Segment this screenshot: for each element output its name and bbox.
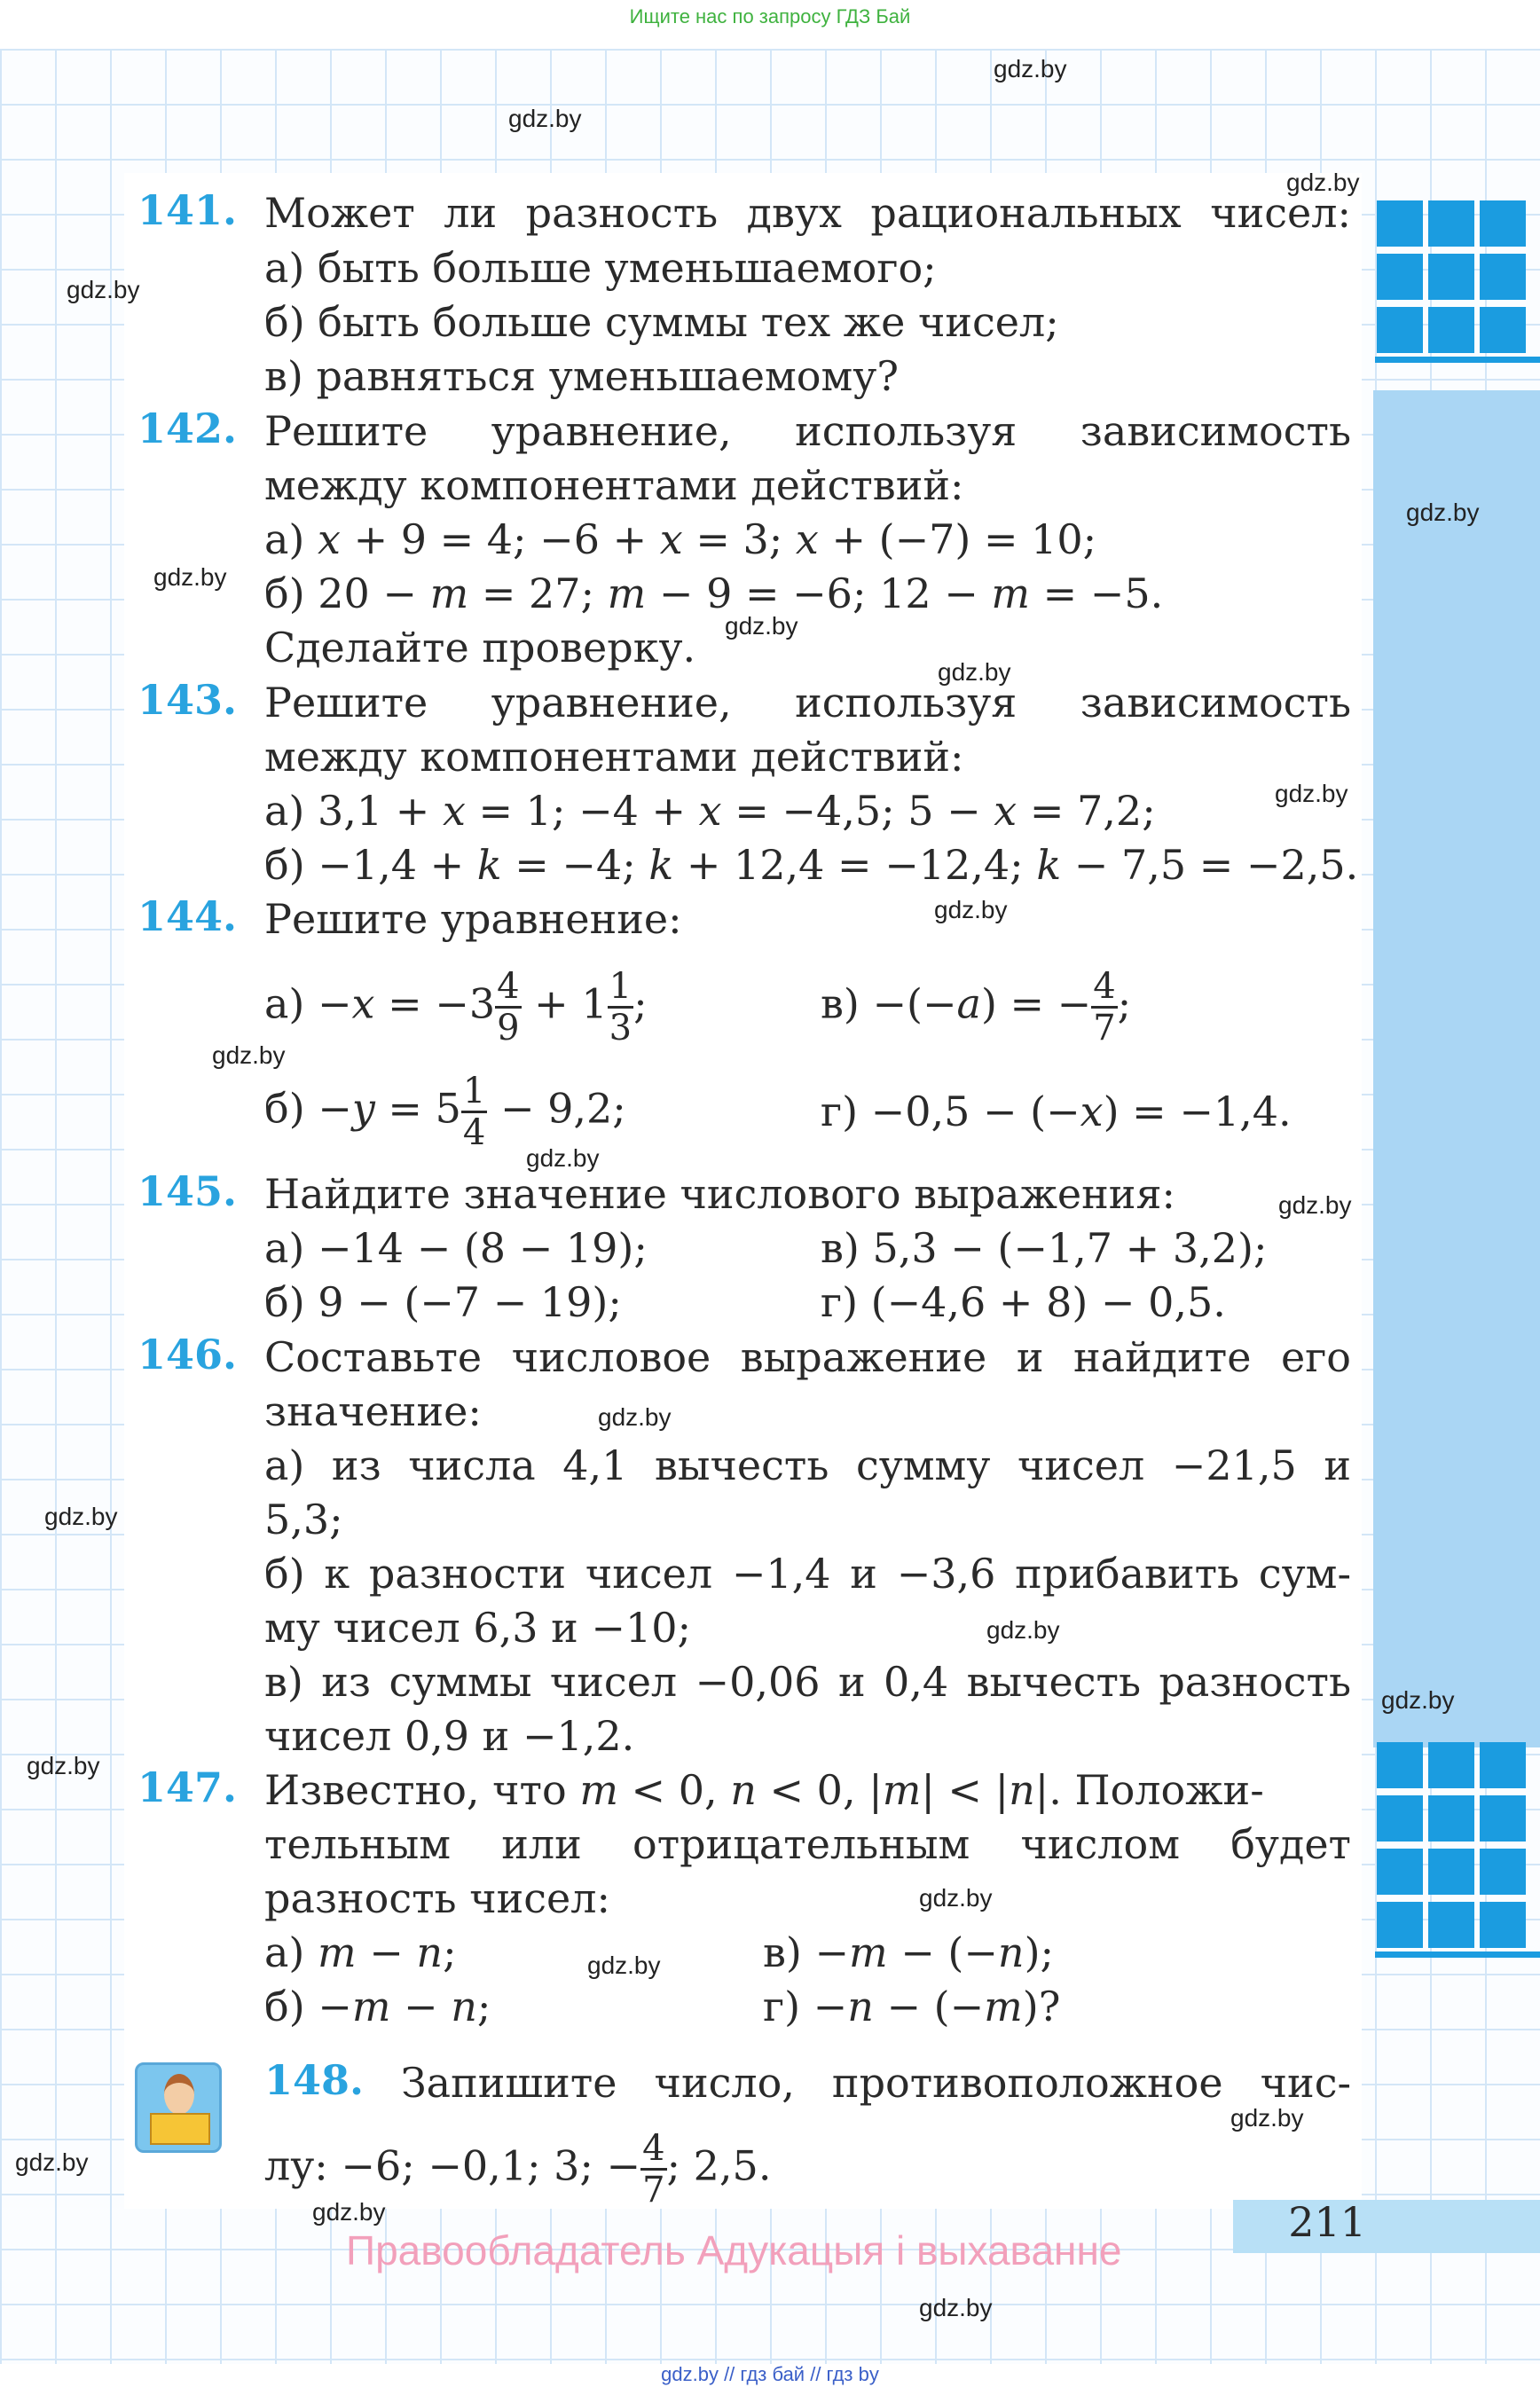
problem-number-144: 144.	[138, 892, 238, 940]
problem-148-line-1: Запишите число, противоположное чис-	[401, 2059, 1351, 2107]
watermark: gdz.by	[1275, 780, 1348, 807]
watermark: gdz.by	[153, 563, 227, 591]
problem-146-line-6: му чисел 6,3 и −10;	[264, 1604, 692, 1652]
watermark: gdz.by	[15, 2148, 89, 2176]
watermark: gdz.by	[212, 1041, 286, 1069]
watermark: gdz.by	[526, 1144, 600, 1172]
problem-142-line-5: Сделайте проверку.	[264, 624, 696, 671]
watermark: gdz.by	[508, 105, 582, 132]
problem-143-line-3: а) 3,1 + x = 1; −4 + x = −4,5; 5 − x = 7,2;	[264, 787, 1156, 835]
problem-147-item-b: б) −m − n;	[264, 1983, 491, 2030]
problem-145-item-v: в) 5,3 − (−1,7 + 3,2);	[821, 1224, 1268, 1272]
watermark: gdz.by	[1230, 2104, 1304, 2132]
decor-tiles-top	[1375, 197, 1540, 365]
problem-145-item-a: а) −14 − (8 − 19);	[264, 1224, 648, 1272]
header-note: Ищите нас по запросу ГДЗ Бай	[629, 5, 911, 27]
problem-145-item-b: б) 9 − (−7 − 19);	[264, 1278, 622, 1326]
watermark: gdz.by	[994, 55, 1067, 82]
watermark: gdz.by	[986, 1616, 1060, 1644]
problem-145-item-g: г) (−4,6 + 8) − 0,5.	[821, 1278, 1226, 1326]
problem-143-line-4: б) −1,4 + k = −4; k + 12,4 = −12,4; k − 7,5 = −2,5.	[264, 841, 1359, 889]
problem-145-line-1: Найдите значение числового выражения:	[264, 1170, 1175, 1218]
problem-146-line-8: чисел 0,9 и −1,2.	[264, 1712, 635, 1760]
problem-142-line-1: Решите уравнение, используя зависимость	[264, 407, 1351, 455]
watermark: gdz.by	[312, 2198, 386, 2226]
problem-143-line-1: Решите уравнение, используя зависимость	[264, 679, 1351, 726]
problem-147-line-2: тельным или отрицательным числом будет	[264, 1820, 1351, 1868]
problem-number-148: 148.	[264, 2056, 365, 2104]
problem-146-line-7: в) из суммы чисел −0,06 и 0,4 вычесть разность	[264, 1658, 1351, 1706]
decor-tiles-bottom	[1375, 1739, 1540, 1960]
problem-144-item-b: б) −y = 5 $\frac{1}{4}$ − 9,2;	[264, 1071, 626, 1153]
watermark: gdz.by	[1278, 1191, 1352, 1219]
problem-number-145: 145.	[138, 1167, 238, 1215]
problem-141-line-2: а) быть больше уменьшаемого;	[264, 244, 937, 292]
page-number: 211	[1288, 2198, 1366, 2246]
problem-142-line-2: между компонентами действий:	[264, 461, 964, 509]
problem-146-line-3: а) из числа 4,1 вычесть сумму чисел −21,5 и	[264, 1441, 1351, 1489]
problem-number-142: 142.	[138, 404, 238, 452]
watermark: gdz.by	[1406, 499, 1480, 526]
problem-141-line-3: б) быть больше суммы тех же чисел;	[264, 298, 1059, 346]
watermark: gdz.by	[919, 1884, 993, 1912]
watermark: gdz.by	[1286, 169, 1360, 196]
problem-147-item-g: г) −n − (−m)?	[763, 1983, 1061, 2030]
side-strip	[1373, 390, 1540, 1747]
watermark: gdz.by	[44, 1503, 118, 1530]
problem-148-line-2: лу: −6; −0,1; 3; − $\frac{4}{7}$ ; 2,5.	[264, 2128, 772, 2211]
watermark: gdz.by	[598, 1403, 672, 1431]
problem-141-line-4: в) равняться уменьшаемому?	[264, 352, 899, 400]
problem-number-141: 141.	[138, 186, 238, 234]
problem-number-146: 146.	[138, 1331, 238, 1378]
watermark: gdz.by	[919, 2294, 993, 2321]
watermark: gdz.by	[1381, 1686, 1455, 1714]
problem-142-line-3: а) x + 9 = 4; −6 + x = 3; x + (−7) = 10;	[264, 515, 1097, 563]
problem-146-line-5: б) к разности чисел −1,4 и −3,6 прибавить сум-	[264, 1550, 1351, 1598]
reading-boy-icon	[135, 2062, 222, 2153]
problem-144-item-v: в) −(−a) = − $\frac{4}{7}$ ;	[821, 966, 1132, 1048]
watermark: gdz.by	[587, 1951, 661, 1979]
problem-146-line-4: 5,3;	[264, 1496, 343, 1543]
copyright-note: Правообладатель Адукацыя і выхаванне	[346, 2227, 1122, 2273]
problem-147-item-v: в) −m − (−n);	[763, 1928, 1055, 1976]
problem-142-line-4: б) 20 − m = 27; m − 9 = −6; 12 − m = −5.	[264, 569, 1164, 617]
problem-144-item-g: г) −0,5 − (−x) = −1,4.	[821, 1088, 1292, 1135]
problem-141-line-1: Может ли разность двух рациональных чисел:	[264, 189, 1351, 237]
footer-note: gdz.by // гдз бай // гдз by	[661, 2363, 879, 2385]
watermark: gdz.by	[27, 1752, 100, 1779]
problem-143-line-2: между компонентами действий:	[264, 733, 964, 781]
problem-144-line-1: Решите уравнение:	[264, 895, 682, 943]
problem-number-143: 143.	[138, 676, 238, 724]
watermark: gdz.by	[67, 276, 140, 303]
problem-146-line-2: значение:	[264, 1387, 482, 1435]
problem-147-line-1: Известно, что m < 0, n < 0, |m| < |n|. Положи-	[264, 1766, 1264, 1814]
watermark: gdz.by	[934, 896, 1008, 923]
watermark: gdz.by	[938, 658, 1011, 686]
problem-144-item-a: а) −x = −3 $\frac{4}{9}$ + 1 $\frac{1}{3}$ ;	[264, 966, 648, 1048]
problem-number-147: 147.	[138, 1763, 238, 1811]
problem-147-line-3: разность чисел:	[264, 1874, 610, 1922]
problem-146-line-1: Составьте числовое выражение и найдите его	[264, 1333, 1351, 1381]
watermark: gdz.by	[725, 612, 798, 640]
problem-147-item-a: а) m − n;	[264, 1928, 457, 1976]
